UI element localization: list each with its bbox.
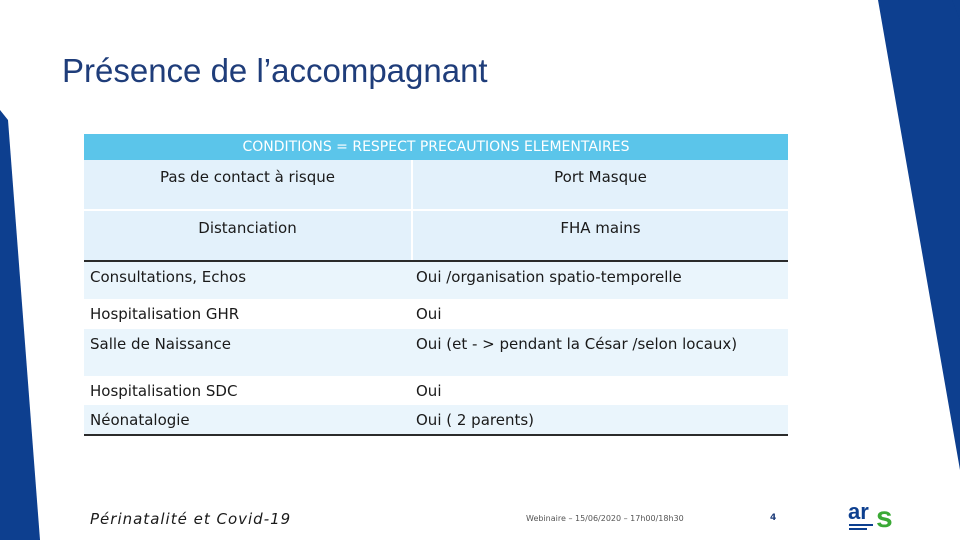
- row-value: Oui: [416, 382, 442, 400]
- row-value: Oui (et - > pendant la César /selon locaux): [416, 335, 738, 353]
- svg-text:s: s: [876, 501, 893, 534]
- table-row: [84, 376, 788, 405]
- row-label: Néonatalogie: [90, 411, 190, 429]
- footer-webinar-date: Webinaire – 15/06/2020 – 17h00/18h30: [526, 514, 684, 523]
- svg-text:ar: ar: [848, 499, 869, 524]
- page-title: Présence de l’accompagnant: [62, 52, 488, 89]
- condition-row: [84, 211, 788, 262]
- condition-cell: Distanciation: [84, 211, 413, 260]
- condition-cell: FHA mains: [560, 219, 641, 237]
- table-row: [84, 405, 788, 436]
- page-number: 4: [770, 513, 777, 523]
- table-row: [84, 329, 788, 376]
- accompagnant-table: [84, 134, 788, 436]
- condition-cell: Pas de contact à risque: [84, 160, 413, 209]
- row-value: Oui ( 2 parents): [416, 411, 535, 429]
- left-decorative-stripe: [0, 0, 60, 540]
- row-label: Hospitalisation GHR: [90, 305, 240, 323]
- ars-logo: [846, 497, 906, 535]
- right-decorative-stripe: [870, 0, 960, 540]
- condition-row: [84, 160, 788, 211]
- row-label: Consultations, Echos: [90, 268, 247, 286]
- row-label: Hospitalisation SDC: [90, 382, 238, 400]
- table-row: [84, 262, 788, 299]
- footer-title: Périnatalité et Covid-19: [90, 510, 292, 528]
- table-header: CONDITIONS = RESPECT PRECAUTIONS ELEMENTAIRES: [84, 134, 788, 160]
- row-label: Salle de Naissance: [90, 335, 231, 353]
- table-row: [84, 299, 788, 329]
- condition-cell: Port Masque: [554, 168, 647, 186]
- row-value: Oui /organisation spatio-temporelle: [416, 268, 682, 286]
- row-value: Oui: [416, 305, 442, 323]
